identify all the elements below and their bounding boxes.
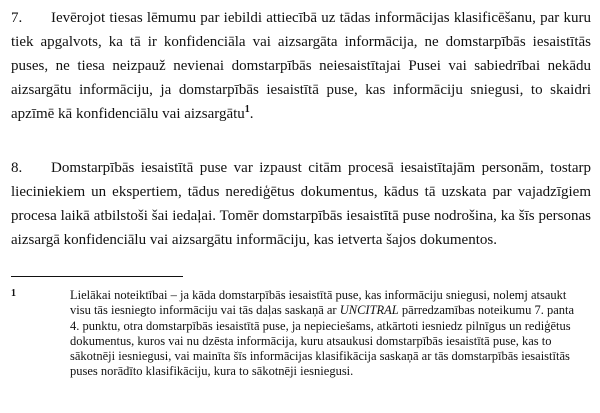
paragraph-7-number: 7.: [11, 10, 23, 26]
footnote-italic-term: UNCITRAL: [339, 303, 399, 318]
paragraph-8: [11, 156, 591, 252]
footnote-reference[interactable]: 1: [244, 104, 250, 115]
footnote-marker: 1: [11, 288, 16, 299]
footnote-text-part-2: pārredzamības noteikumu 7. panta 4. punktu, otra domstarpībās iesaistītā puse, ja nepieciešams, atkārtoti iesniedz pilnīgus un rediģētus dokumentus, kuros vai nu dzēsta informācija, kuru atsaukusi domstarpībās iesaistītā puse, kas to sākotnēji iesniegusi, vai mainīta šīs informācijas klasifikācija saskaņā ar tās domstarpībās iesaistītās puses norādīto klasifikāciju, kura to sākotnēji iesniegusi.: [70, 303, 575, 379]
footnote-separator: [11, 276, 183, 277]
paragraph-8-text: Domstarpībās iesaistītā puse var izpaust citām procesā iesaistītajām personām, tostarp lieciniekiem un ekspertiem, tādus nerediģētus dokumentus, kādus tā uzskata par vajadzīgiem procesa laikā atbilstoši šai iedaļai. Tomēr domstarpībās iesaistītā puse nodrošina, ka šīs personas aizsargā konfidenciālu vai aizsargātu informāciju, kas ietverta šajos dokumentos.: [11, 160, 591, 248]
paragraph-8-number: 8.: [11, 160, 23, 176]
paragraph-7-text: Ievērojot tiesas lēmumu par iebildi attiecībā uz tādas informācijas klasificēšanu, par kuru tiek apgalvots, ka tā ir konfidenciāla vai aizsargāta informācija, ne domstarpībās iesaistītās puses, ne tiesa neizpauž nevienai domstarpībās neiesaistītajai Pusei vai sabiedrībai nekādu aizsargātu informāciju, ja domstarpībās iesaistītā puse, kas informāciju sniegusi, to skaidri apzīmē kā konfidenciālu vai aizsargātu: [11, 10, 591, 122]
footnote-text: [70, 288, 577, 380]
paragraph-7: [11, 6, 591, 126]
paragraph-7-end: .: [249, 106, 254, 122]
footnote-text-part-1: Lielākai noteiktībai – ja kāda domstarpībās iesaistītā puse, kas informāciju sniegusi, nolemj atsaukt visu tās iesniegto informāciju vai tās daļas saskaņā ar: [70, 288, 567, 318]
